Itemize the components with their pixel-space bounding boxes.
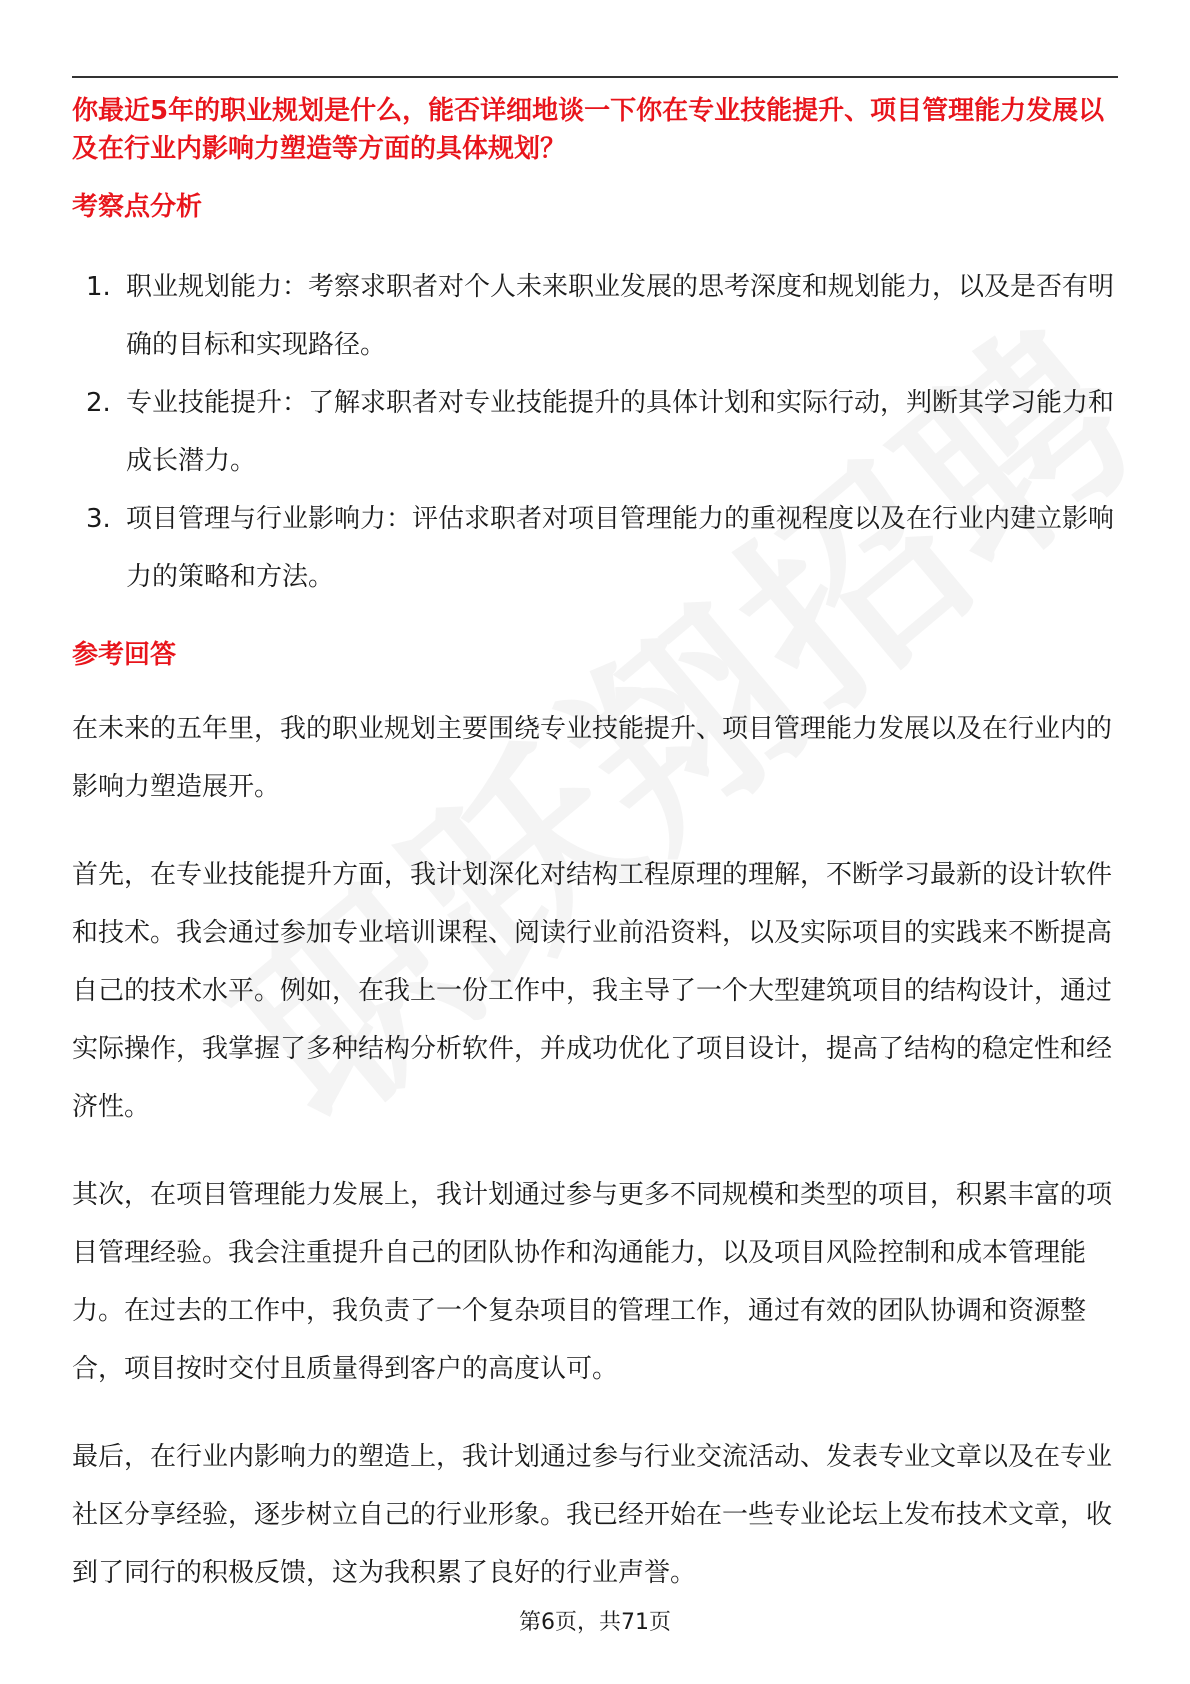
point-text: 专业技能提升：了解求职者对专业技能提升的具体计划和实际行动，判断其学习能力和成长潜力。 [126, 388, 1115, 476]
answer-paragraph: 首先，在专业技能提升方面，我计划深化对结构工程原理的理解，不断学习最新的设计软件和技术。我会通过参加专业培训课程、阅读行业前沿资料，以及实际项目的实践来不断提高自己的技术水平。例如，在我上一份工作中，我主导了一个大型建筑项目的结构设计，通过实际操作，我掌握了多种结构分析软件，并成功优化了项目设计，提高了结构的稳定性和经济性。 [72, 860, 1113, 1122]
analysis-point-list [72, 258, 1118, 606]
answer-paragraph: 在未来的五年里，我的职业规划主要围绕专业技能提升、项目管理能力发展以及在行业内的影响力塑造展开。 [72, 714, 1113, 802]
point-number: 1. [86, 272, 111, 302]
point-number: 2. [86, 388, 111, 418]
analysis-title: 考察点分析 [72, 192, 203, 222]
page-content [72, 92, 1118, 1602]
top-rule [72, 76, 1118, 78]
question-heading: 你最近5年的职业规划是什么，能否详细地谈一下你在专业技能提升、项目管理能力发展以及在行业内影响力塑造等方面的具体规划？ [72, 96, 1105, 164]
answer-paragraph: 最后，在行业内影响力的塑造上，我计划通过参与行业交流活动、发表专业文章以及在专业社区分享经验，逐步树立自己的行业形象。我已经开始在一些专业论坛上发布技术文章，收到了同行的积极反馈，这为我积累了良好的行业声誉。 [72, 1442, 1113, 1588]
analysis-point [72, 490, 1118, 606]
point-text: 职业规划能力：考察求职者对个人未来职业发展的思考深度和规划能力，以及是否有明确的目标和实现路径。 [126, 272, 1115, 360]
analysis-point [72, 258, 1118, 374]
answer-title: 参考回答 [72, 640, 177, 670]
answer-paragraph: 其次，在项目管理能力发展上，我计划通过参与更多不同规模和类型的项目，积累丰富的项目管理经验。我会注重提升自己的团队协作和沟通能力，以及项目风险控制和成本管理能力。在过去的工作中，我负责了一个复杂项目的管理工作，通过有效的团队协调和资源整合，项目按时交付且质量得到客户的高度认可。 [72, 1180, 1113, 1384]
point-text: 项目管理与行业影响力：评估求职者对项目管理能力的重视程度以及在行业内建立影响力的策略和方法。 [126, 504, 1115, 592]
analysis-point [72, 374, 1118, 490]
point-number: 3. [86, 504, 111, 534]
page-number-footer: 第6页，共71页 [519, 1610, 671, 1635]
